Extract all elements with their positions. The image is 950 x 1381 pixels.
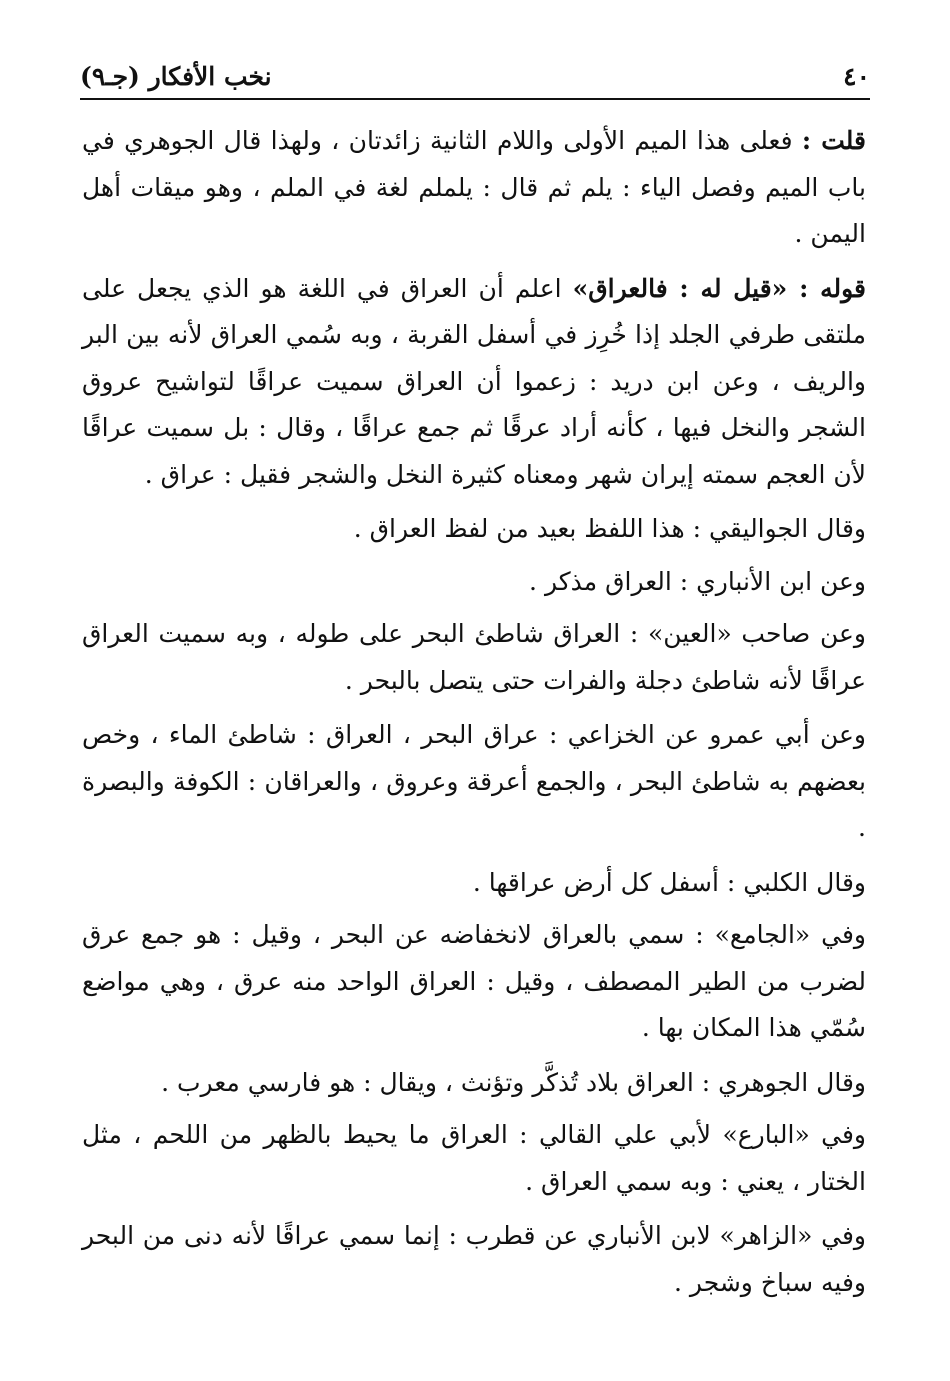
paragraph-text: وفي «الزاهر» لابن الأنباري عن قطرب : إنما سمي عراقًا لأنه دنى من البحر وفيه سباخ وشجر . xyxy=(82,1221,866,1297)
paragraph-lead: قلت : xyxy=(801,126,866,155)
paragraph xyxy=(82,712,866,852)
paragraph-text: وقال الجوهري : العراق بلاد تُذكَّر وتؤنث ، ويقال : هو فارسي معرب . xyxy=(161,1067,866,1097)
paragraph xyxy=(82,860,866,907)
paragraph-text: وعن أبي عمرو عن الخزاعي : عراق البحر ، العراق : شاطئ الماء ، وخص بعضهم به شاطئ البحر ، والجمع أعرقة وعروق ، والعراقان : الكوفة والبصرة . xyxy=(82,720,866,842)
book-title: نخب الأفكار (جـ٩) xyxy=(80,61,272,91)
paragraph-text: وعن صاحب «العين» : العراق شاطئ البحر على طوله ، وبه سميت العراق عراقًا لأنه شاطئ دجلة والفرات حتى يتصل بالبحر . xyxy=(82,619,866,695)
paragraph xyxy=(82,611,866,704)
paragraph xyxy=(82,1112,866,1205)
paragraph-text: وعن ابن الأنباري : العراق مذكر . xyxy=(529,566,866,596)
paragraph xyxy=(82,506,866,553)
page-header xyxy=(80,54,870,100)
paragraph xyxy=(82,912,866,1052)
paragraph-lead: قوله : «قيل له : فالعراق» xyxy=(572,273,866,303)
paragraph-text: وفي «الجامع» : سمي بالعراق لانخفاضه عن البحر ، وقيل : هو جمع عرق لضرب من الطير المصطف ، وقيل : العراق الواحد منه عرق ، وهي مواضع سُمّي هذا المكان بها . xyxy=(82,920,866,1042)
paragraph-text: اعلم أن العراق في اللغة هو الذي يجعل على ملتقى طرفي الجلد إذا خُرِز في أسفل القربة ، وبه سُمي العراق لأنه بين البر والريف ، وعن ابن دريد : زعموا أن العراق سميت عراقًا لتواشيح عروق الشجر والنخل فيها ، كأنه أراد عرقًا ثم جمع عراقًا ، وقال : بل سميت عراقًا لأن العجم سمته إيران شهر ومعناه كثيرة النخل والشجر فقيل : عراق . xyxy=(82,273,866,489)
paragraph-text: وقال الكلبي : أسفل كل أرض عراقها . xyxy=(472,867,866,897)
page-body xyxy=(82,118,866,1314)
page-number: ٤٠ xyxy=(843,61,870,91)
paragraph xyxy=(82,1213,866,1306)
paragraph-text: وقال الجواليقي : هذا اللفظ بعيد من لفظ العراق . xyxy=(353,514,866,543)
paragraph-text: وفي «البارع» لأبي علي القالي : العراق ما يحيط بالظهر من اللحم ، مثل الختار ، يعني : وبه سمي العراق . xyxy=(82,1120,866,1196)
paragraph xyxy=(82,266,866,499)
paragraph-text: فعلى هذا الميم الأولى واللام الثانية زائدتان ، ولهذا قال الجوهري في باب الميم وفصل الياء : يلم ثم قال : يلملم لغة في الملم ، وهو ميقات أهل اليمن . xyxy=(82,126,866,248)
paragraph xyxy=(82,118,866,258)
paragraph xyxy=(82,559,866,606)
paragraph xyxy=(82,1060,866,1107)
